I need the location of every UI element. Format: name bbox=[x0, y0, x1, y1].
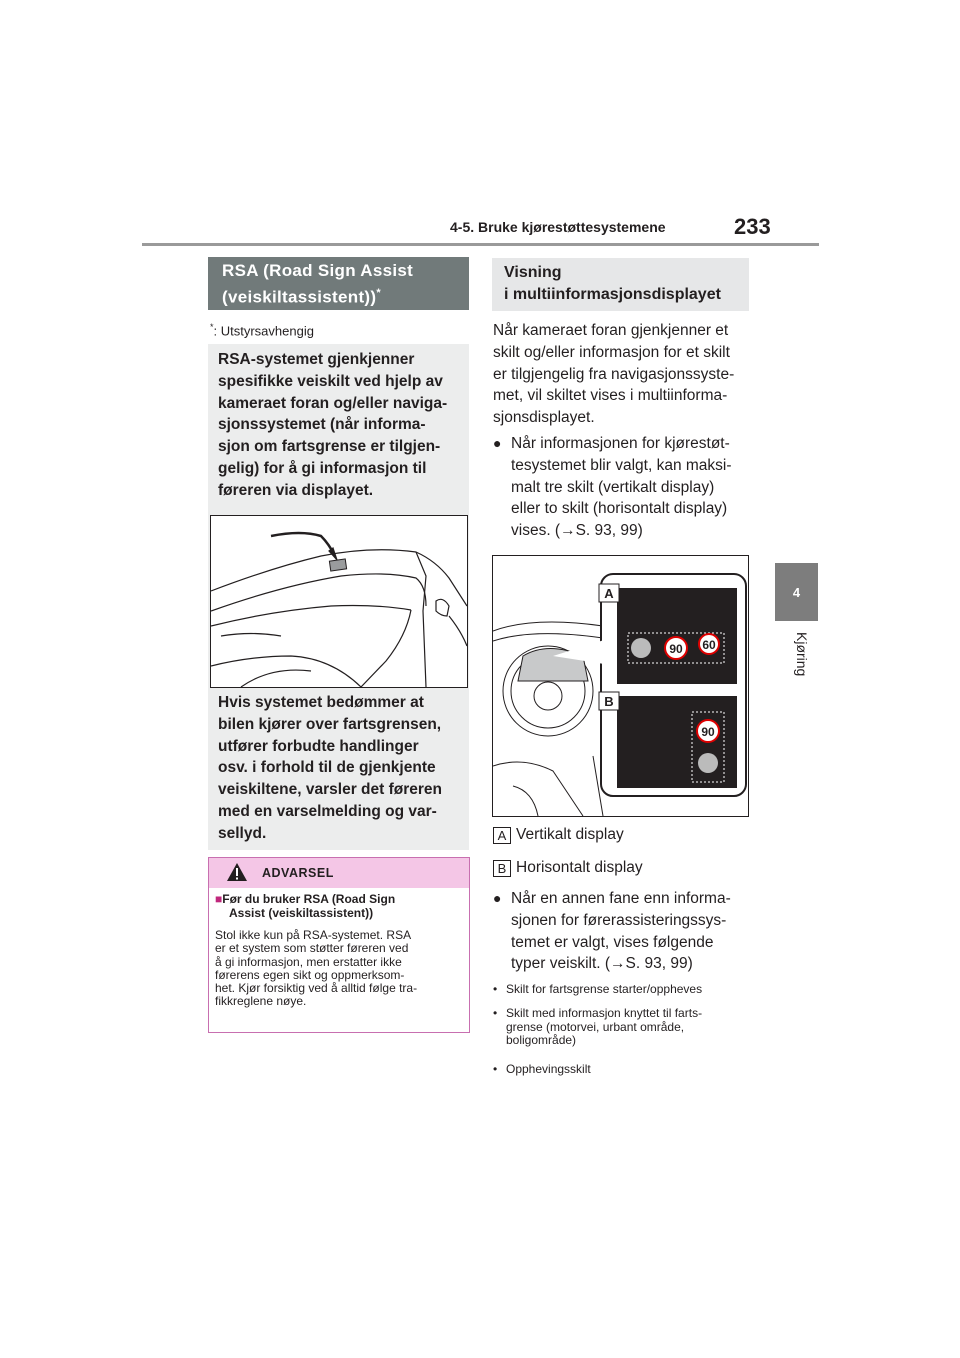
sign-90-vertical: 90 bbox=[669, 642, 683, 656]
outro-line: Hvis systemet bedømmer at bbox=[218, 694, 424, 711]
display-illustration bbox=[492, 555, 749, 817]
car-windshield-illustration bbox=[210, 515, 468, 688]
para-line: sjonsdisplayet. bbox=[493, 409, 595, 427]
display-paragraph bbox=[493, 320, 753, 429]
intro-line: RSA-systemet gjenkjenner bbox=[218, 351, 415, 368]
warning-line: Stol ikke kun på RSA-systemet. RSA bbox=[215, 928, 412, 942]
intro-line: sjon om fartsgrense er tilgjen- bbox=[218, 438, 441, 456]
outro-line: utfører forbudte handlinger bbox=[218, 737, 419, 755]
sign-60-vertical: 60 bbox=[702, 638, 716, 652]
intro-line: spesifikke veiskilt ved hjelp av bbox=[218, 372, 443, 390]
bullet-item bbox=[493, 888, 753, 975]
list-item: • Opphevingsskilt bbox=[493, 1062, 591, 1076]
intro-line: gelig) for å gi informasjon til bbox=[218, 459, 427, 477]
heading-line-2: i multiinformasjonsdisplayet bbox=[504, 286, 721, 303]
sign-type-list bbox=[493, 1007, 753, 1048]
sign-type-list bbox=[493, 983, 753, 997]
section-heading-display bbox=[492, 258, 749, 311]
bullet-line: tesystemet blir valgt, kan maksi- bbox=[511, 456, 732, 474]
outro-paragraph bbox=[218, 692, 463, 845]
legend-box-a: A bbox=[493, 827, 511, 844]
warning-body bbox=[215, 929, 465, 1009]
dashboard-drawing bbox=[493, 556, 748, 816]
section-heading-rsa bbox=[208, 257, 469, 310]
sign-type-list bbox=[493, 1063, 753, 1077]
legend-text-a: Vertikalt display bbox=[516, 826, 624, 843]
bullet-dot-icon: ● bbox=[493, 435, 502, 451]
bullet-line: Når informasjonen for kjørestøt- bbox=[511, 435, 730, 452]
legend-text-b: Horisontalt display bbox=[516, 859, 643, 876]
warning-subheading bbox=[215, 892, 465, 920]
outro-line: sellyd. bbox=[218, 824, 267, 842]
outro-line: bilen kjører over fartsgrensen, bbox=[218, 715, 442, 733]
bullet-item bbox=[493, 433, 753, 542]
running-header-title: 4-5. Bruke kjørestøttesystemene bbox=[450, 219, 666, 235]
warning-line: førerens egen sikt og oppmerksom- bbox=[215, 967, 405, 982]
warning-line: å gi informasjon, men erstatter ikke bbox=[215, 954, 402, 969]
legend-vertical bbox=[493, 826, 624, 844]
list-item: • Skilt for fartsgrense starter/oppheves bbox=[493, 982, 703, 996]
warning-line: er et system som støtter føreren ved bbox=[215, 941, 409, 956]
heading-line-1: Visning bbox=[504, 264, 562, 281]
sign-90-horizontal: 90 bbox=[701, 725, 715, 739]
subheading-line: Assist (veiskiltassistent)) bbox=[229, 906, 374, 920]
bullet-line: eller to skilt (horisontalt display) bbox=[511, 500, 728, 518]
list-item: • Skilt med informasjon knyttet til farts- grense (motorvei, urbant område, boligområde) bbox=[493, 1006, 703, 1047]
legend-horizontal bbox=[493, 859, 643, 877]
bullet-line: vises. (→S. 93, 99) bbox=[511, 522, 643, 540]
heading-line-1: RSA (Road Sign Assist bbox=[222, 261, 414, 280]
bullet-dot-icon: ● bbox=[493, 890, 502, 906]
figure-label-b: B bbox=[604, 694, 614, 709]
legend-box-b: B bbox=[493, 860, 511, 877]
outro-line: osv. i forhold til de gjenkjente bbox=[218, 759, 436, 777]
para-line: er tilgjengelig fra navigasjonssyste- bbox=[493, 365, 735, 383]
intro-paragraph bbox=[218, 349, 463, 502]
para-line: skilt og/eller informasjon for et skilt bbox=[493, 343, 730, 361]
intro-line: sjonssystemet (når informa- bbox=[218, 416, 426, 434]
chapter-label: Kjøring bbox=[794, 632, 810, 677]
para-line: Når kameraet foran gjenkjenner et bbox=[493, 322, 729, 339]
bullet-line: Når en annen fane enn informa- bbox=[511, 890, 731, 907]
car-drawing bbox=[211, 516, 467, 687]
intro-line: kameraet foran og/eller naviga- bbox=[218, 394, 448, 412]
heading-footnote-mark: * bbox=[376, 287, 381, 299]
bullet-line: typer veiskilt. (→S. 93, 99) bbox=[511, 955, 693, 973]
bullet-line: sjonen for førerassisteringssys- bbox=[511, 911, 727, 929]
bullet-line: malt tre skilt (vertikalt display) bbox=[511, 478, 715, 496]
heading-line-2: (veiskiltassistent)) bbox=[222, 287, 377, 307]
page-number: 233 bbox=[734, 214, 771, 239]
warning-header bbox=[209, 858, 469, 888]
footnote-mark: * bbox=[210, 322, 214, 332]
header-rule bbox=[142, 243, 819, 246]
bullet-line: temet er valgt, vises følgende bbox=[511, 933, 714, 951]
warning-line: fikkreglene nøye. bbox=[215, 994, 307, 1009]
warning-title: ADVARSEL bbox=[262, 866, 334, 880]
warning-triangle-icon bbox=[226, 862, 248, 882]
footnote-text: : Utstyrsavhengig bbox=[213, 323, 314, 339]
chapter-number: 4 bbox=[792, 584, 801, 600]
warning-line: het. Kjør forsiktig ved å alltid følge tra- bbox=[215, 981, 418, 996]
subheading-line: Før du bruker RSA (Road Sign bbox=[222, 892, 396, 906]
outro-line: veiskiltene, varsler det føreren bbox=[218, 781, 443, 799]
outro-line: med en varselmelding og var- bbox=[218, 802, 437, 820]
intro-line: føreren via displayet. bbox=[218, 481, 374, 499]
footnote bbox=[210, 322, 314, 338]
para-line: met, vil skiltet vises i multiinforma- bbox=[493, 387, 728, 405]
chapter-tab bbox=[775, 563, 818, 621]
subheading-marker: ■ bbox=[215, 892, 223, 906]
figure-label-a: A bbox=[604, 586, 614, 601]
